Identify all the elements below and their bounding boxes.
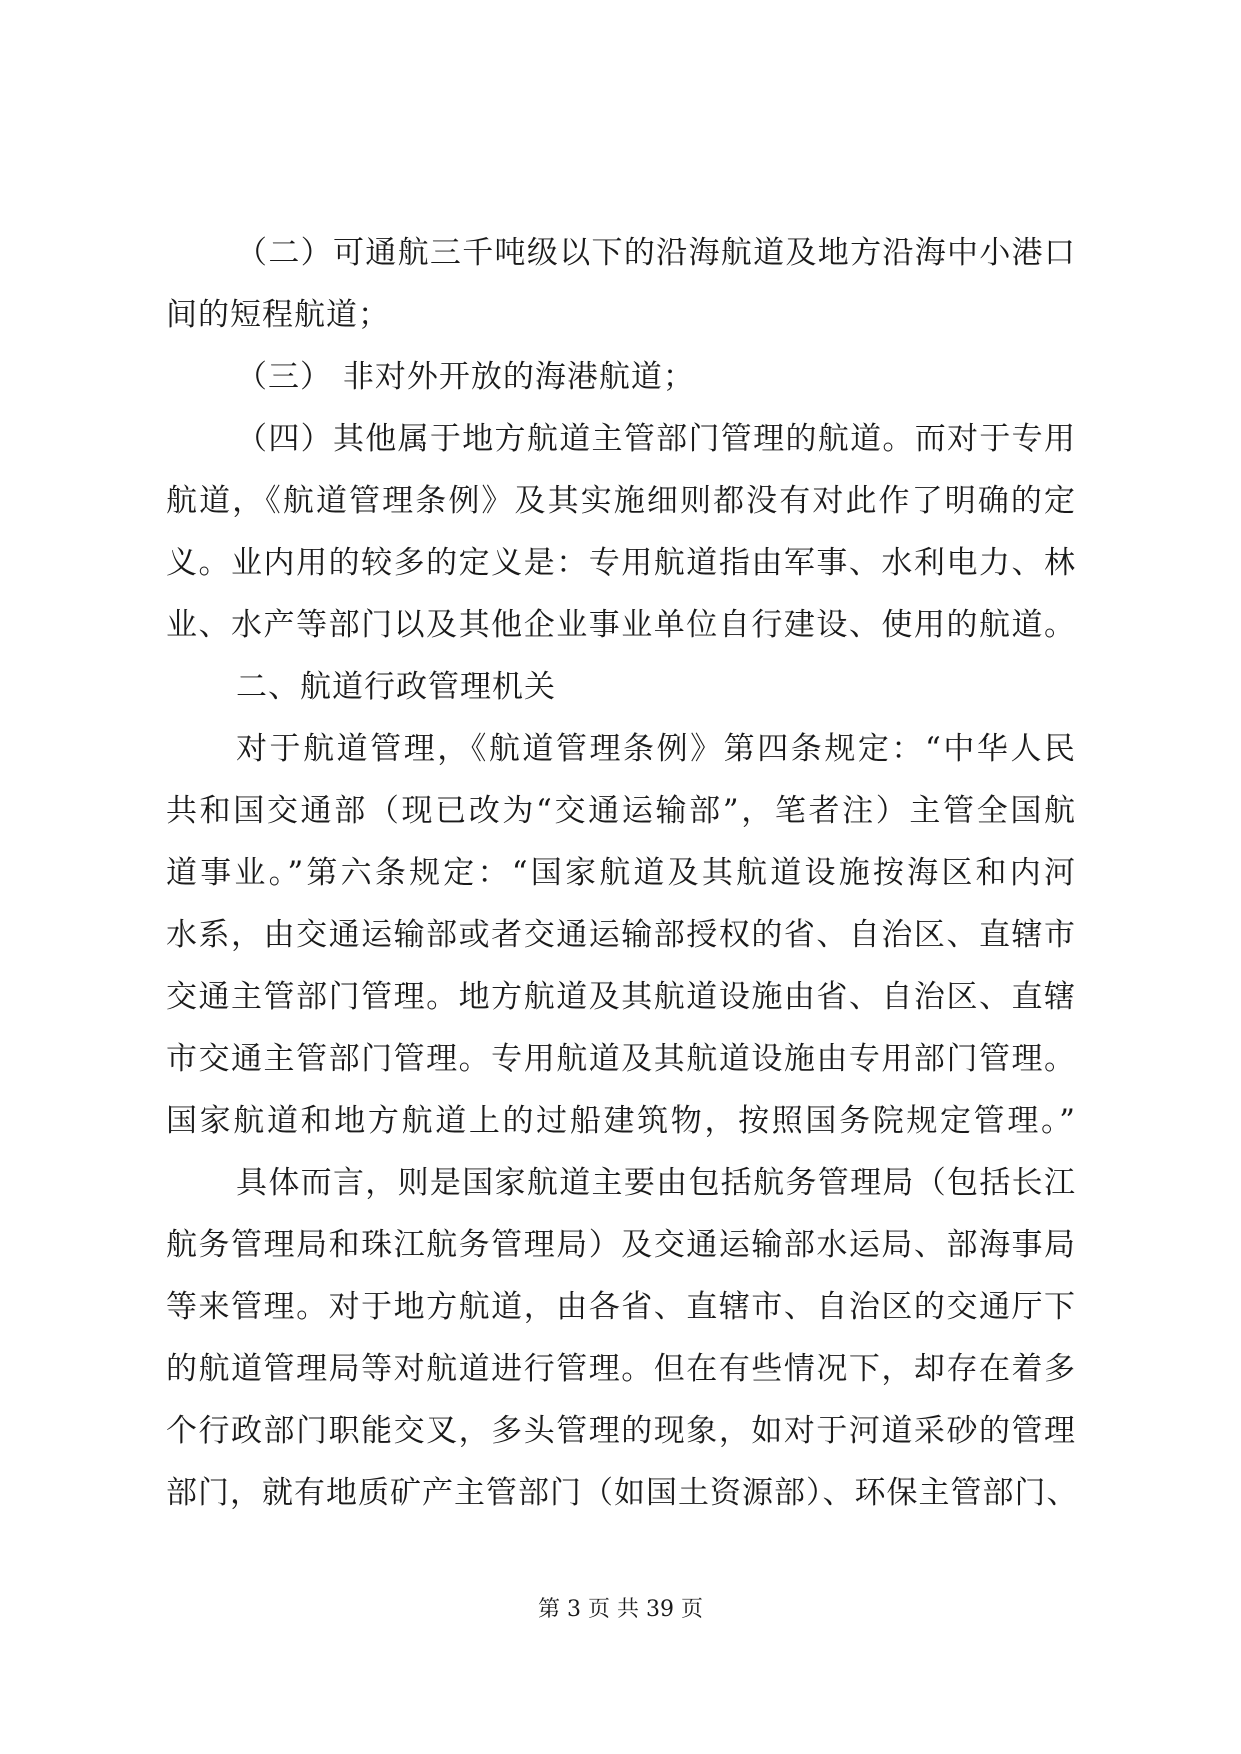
text-line-12: 水系，由交通运输部或者交通运输部授权的省、自治区、直辖市 bbox=[166, 917, 1076, 953]
text-line-11: 道事业。”第六条规定：“国家航道及其航道设施按海区和内河 bbox=[166, 855, 1076, 891]
text-line-9: 对于航道管理，《航道管理条例》第四条规定：“中华人民 bbox=[236, 731, 1076, 767]
text-line-2: 间的短程航道； bbox=[166, 297, 390, 333]
text-line-15: 国家航道和地方航道上的过船建筑物，按照国务院规定管理。” bbox=[166, 1103, 1076, 1139]
text-line-6: 义。业内用的较多的定义是：专用航道指由军事、水利电力、林 bbox=[166, 545, 1076, 581]
text-line-19: 的航道管理局等对航道进行管理。但在有些情况下，却存在着多 bbox=[166, 1351, 1076, 1387]
text-line-3: （三） 非对外开放的海港航道； bbox=[236, 359, 695, 395]
page-number-footer: 第 3 页 共 39 页 bbox=[538, 1597, 703, 1622]
text-line-17: 航务管理局和珠江航务管理局）及交通运输部水运局、部海事局 bbox=[166, 1227, 1076, 1263]
text-line-5: 航道，《航道管理条例》及其实施细则都没有对此作了明确的定 bbox=[166, 483, 1076, 519]
text-line-13: 交通主管部门管理。地方航道及其航道设施由省、自治区、直辖 bbox=[166, 979, 1076, 1015]
section-heading: 二、航道行政管理机关 bbox=[236, 669, 556, 705]
text-line-20: 个行政部门职能交叉，多头管理的现象，如对于河道采砂的管理 bbox=[166, 1413, 1076, 1449]
text-line-1: （二）可通航三千吨级以下的沿海航道及地方沿海中小港口 bbox=[236, 235, 1076, 271]
text-line-14: 市交通主管部门管理。专用航道及其航道设施由专用部门管理。 bbox=[166, 1041, 1076, 1077]
text-line-10: 共和国交通部（现已改为“交通运输部”，笔者注）主管全国航 bbox=[166, 793, 1076, 829]
text-line-7: 业、水产等部门以及其他企业事业单位自行建设、使用的航道。 bbox=[166, 607, 1076, 643]
document-body bbox=[166, 222, 1079, 1524]
text-line-21: 部门，就有地质矿产主管部门（如国土资源部）、环保主管部门、 bbox=[166, 1475, 1079, 1511]
text-line-18: 等来管理。对于地方航道，由各省、直辖市、自治区的交通厅下 bbox=[166, 1289, 1076, 1325]
text-line-4: （四）其他属于地方航道主管部门管理的航道。而对于专用 bbox=[236, 421, 1076, 457]
text-line-16: 具体而言，则是国家航道主要由包括航务管理局（包括长江 bbox=[236, 1165, 1076, 1201]
